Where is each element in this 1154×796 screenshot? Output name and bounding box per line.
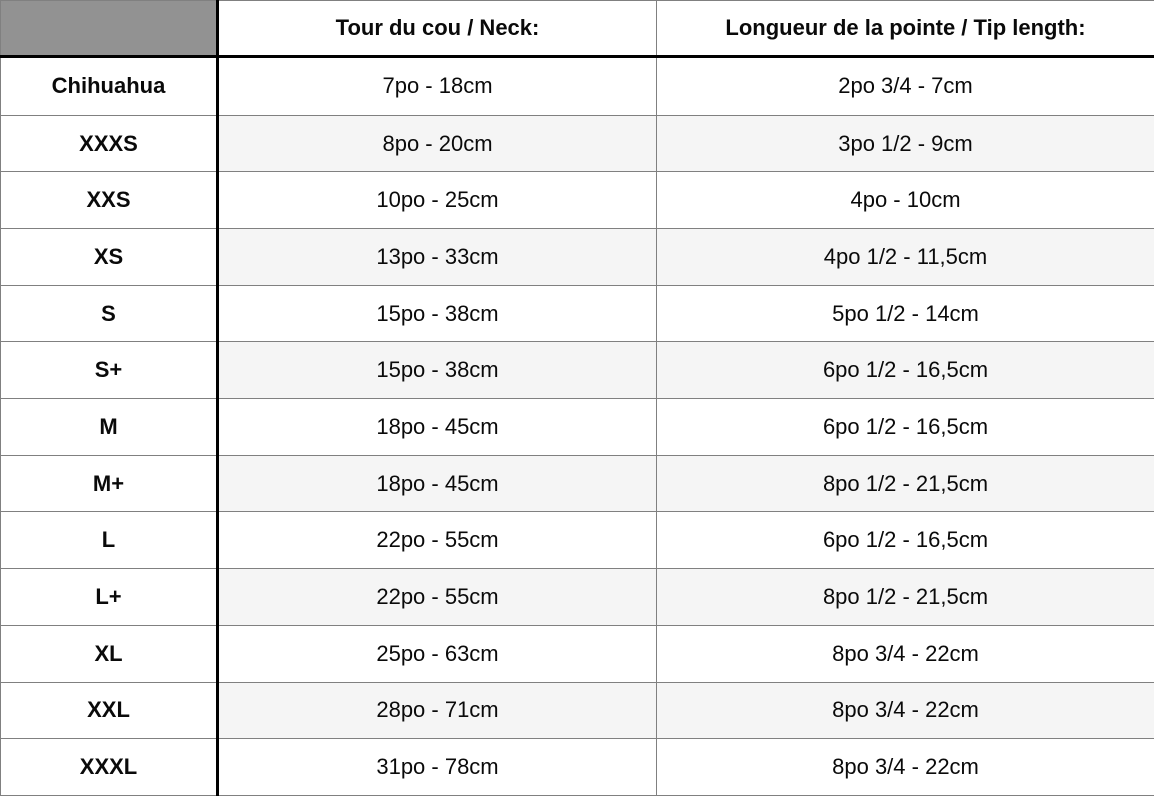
- tip-length-value: 6po 1/2 - 16,5cm: [657, 399, 1154, 456]
- size-chart-body: [1, 57, 1154, 796]
- tip-length-value: 2po 3/4 - 7cm: [657, 57, 1154, 116]
- neck-measurement-value: 18po - 45cm: [218, 399, 657, 456]
- table-row: [1, 739, 1154, 796]
- table-row: [1, 172, 1154, 229]
- table-row: [1, 115, 1154, 172]
- size-label: S+: [1, 342, 218, 399]
- table-row: [1, 625, 1154, 682]
- tip-length-value: 8po 3/4 - 22cm: [657, 682, 1154, 739]
- tip-length-value: 8po 3/4 - 22cm: [657, 739, 1154, 796]
- tip-length-value: 3po 1/2 - 9cm: [657, 115, 1154, 172]
- table-row: [1, 285, 1154, 342]
- size-label: XXXS: [1, 115, 218, 172]
- tip-length-value: 8po 1/2 - 21,5cm: [657, 569, 1154, 626]
- header-row: [1, 1, 1154, 57]
- neck-measurement-value: 22po - 55cm: [218, 512, 657, 569]
- neck-measurement-value: 10po - 25cm: [218, 172, 657, 229]
- size-label: XL: [1, 625, 218, 682]
- neck-measurement-value: 7po - 18cm: [218, 57, 657, 116]
- size-label: XXS: [1, 172, 218, 229]
- neck-measurement-value: 28po - 71cm: [218, 682, 657, 739]
- table-row: [1, 57, 1154, 116]
- corner-cell: [1, 1, 218, 57]
- size-label: XXL: [1, 682, 218, 739]
- tip-length-value: 4po 1/2 - 11,5cm: [657, 229, 1154, 286]
- neck-measurement-value: 8po - 20cm: [218, 115, 657, 172]
- neck-measurement-value: 15po - 38cm: [218, 342, 657, 399]
- tip-length-value: 6po 1/2 - 16,5cm: [657, 342, 1154, 399]
- size-label: XXXL: [1, 739, 218, 796]
- size-label: M: [1, 399, 218, 456]
- neck-measurement-value: 31po - 78cm: [218, 739, 657, 796]
- table-row: [1, 455, 1154, 512]
- table-row: [1, 569, 1154, 626]
- tip-length-value: 4po - 10cm: [657, 172, 1154, 229]
- size-label: XS: [1, 229, 218, 286]
- size-chart-header: [1, 1, 1154, 57]
- table-row: [1, 682, 1154, 739]
- tip-length-value: 8po 3/4 - 22cm: [657, 625, 1154, 682]
- neck-measurement-value: 22po - 55cm: [218, 569, 657, 626]
- tip-length-value: 6po 1/2 - 16,5cm: [657, 512, 1154, 569]
- tip-length-value: 5po 1/2 - 14cm: [657, 285, 1154, 342]
- table-row: [1, 399, 1154, 456]
- column-header-neck: Tour du cou / Neck:: [218, 1, 657, 57]
- size-label: S: [1, 285, 218, 342]
- size-label: Chihuahua: [1, 57, 218, 116]
- table-row: [1, 512, 1154, 569]
- size-label: L: [1, 512, 218, 569]
- neck-measurement-value: 18po - 45cm: [218, 455, 657, 512]
- size-label: L+: [1, 569, 218, 626]
- neck-measurement-value: 15po - 38cm: [218, 285, 657, 342]
- neck-measurement-value: 25po - 63cm: [218, 625, 657, 682]
- table-row: [1, 229, 1154, 286]
- column-header-tip-length: Longueur de la pointe / Tip length:: [657, 1, 1154, 57]
- tip-length-value: 8po 1/2 - 21,5cm: [657, 455, 1154, 512]
- size-label: M+: [1, 455, 218, 512]
- neck-measurement-value: 13po - 33cm: [218, 229, 657, 286]
- table-row: [1, 342, 1154, 399]
